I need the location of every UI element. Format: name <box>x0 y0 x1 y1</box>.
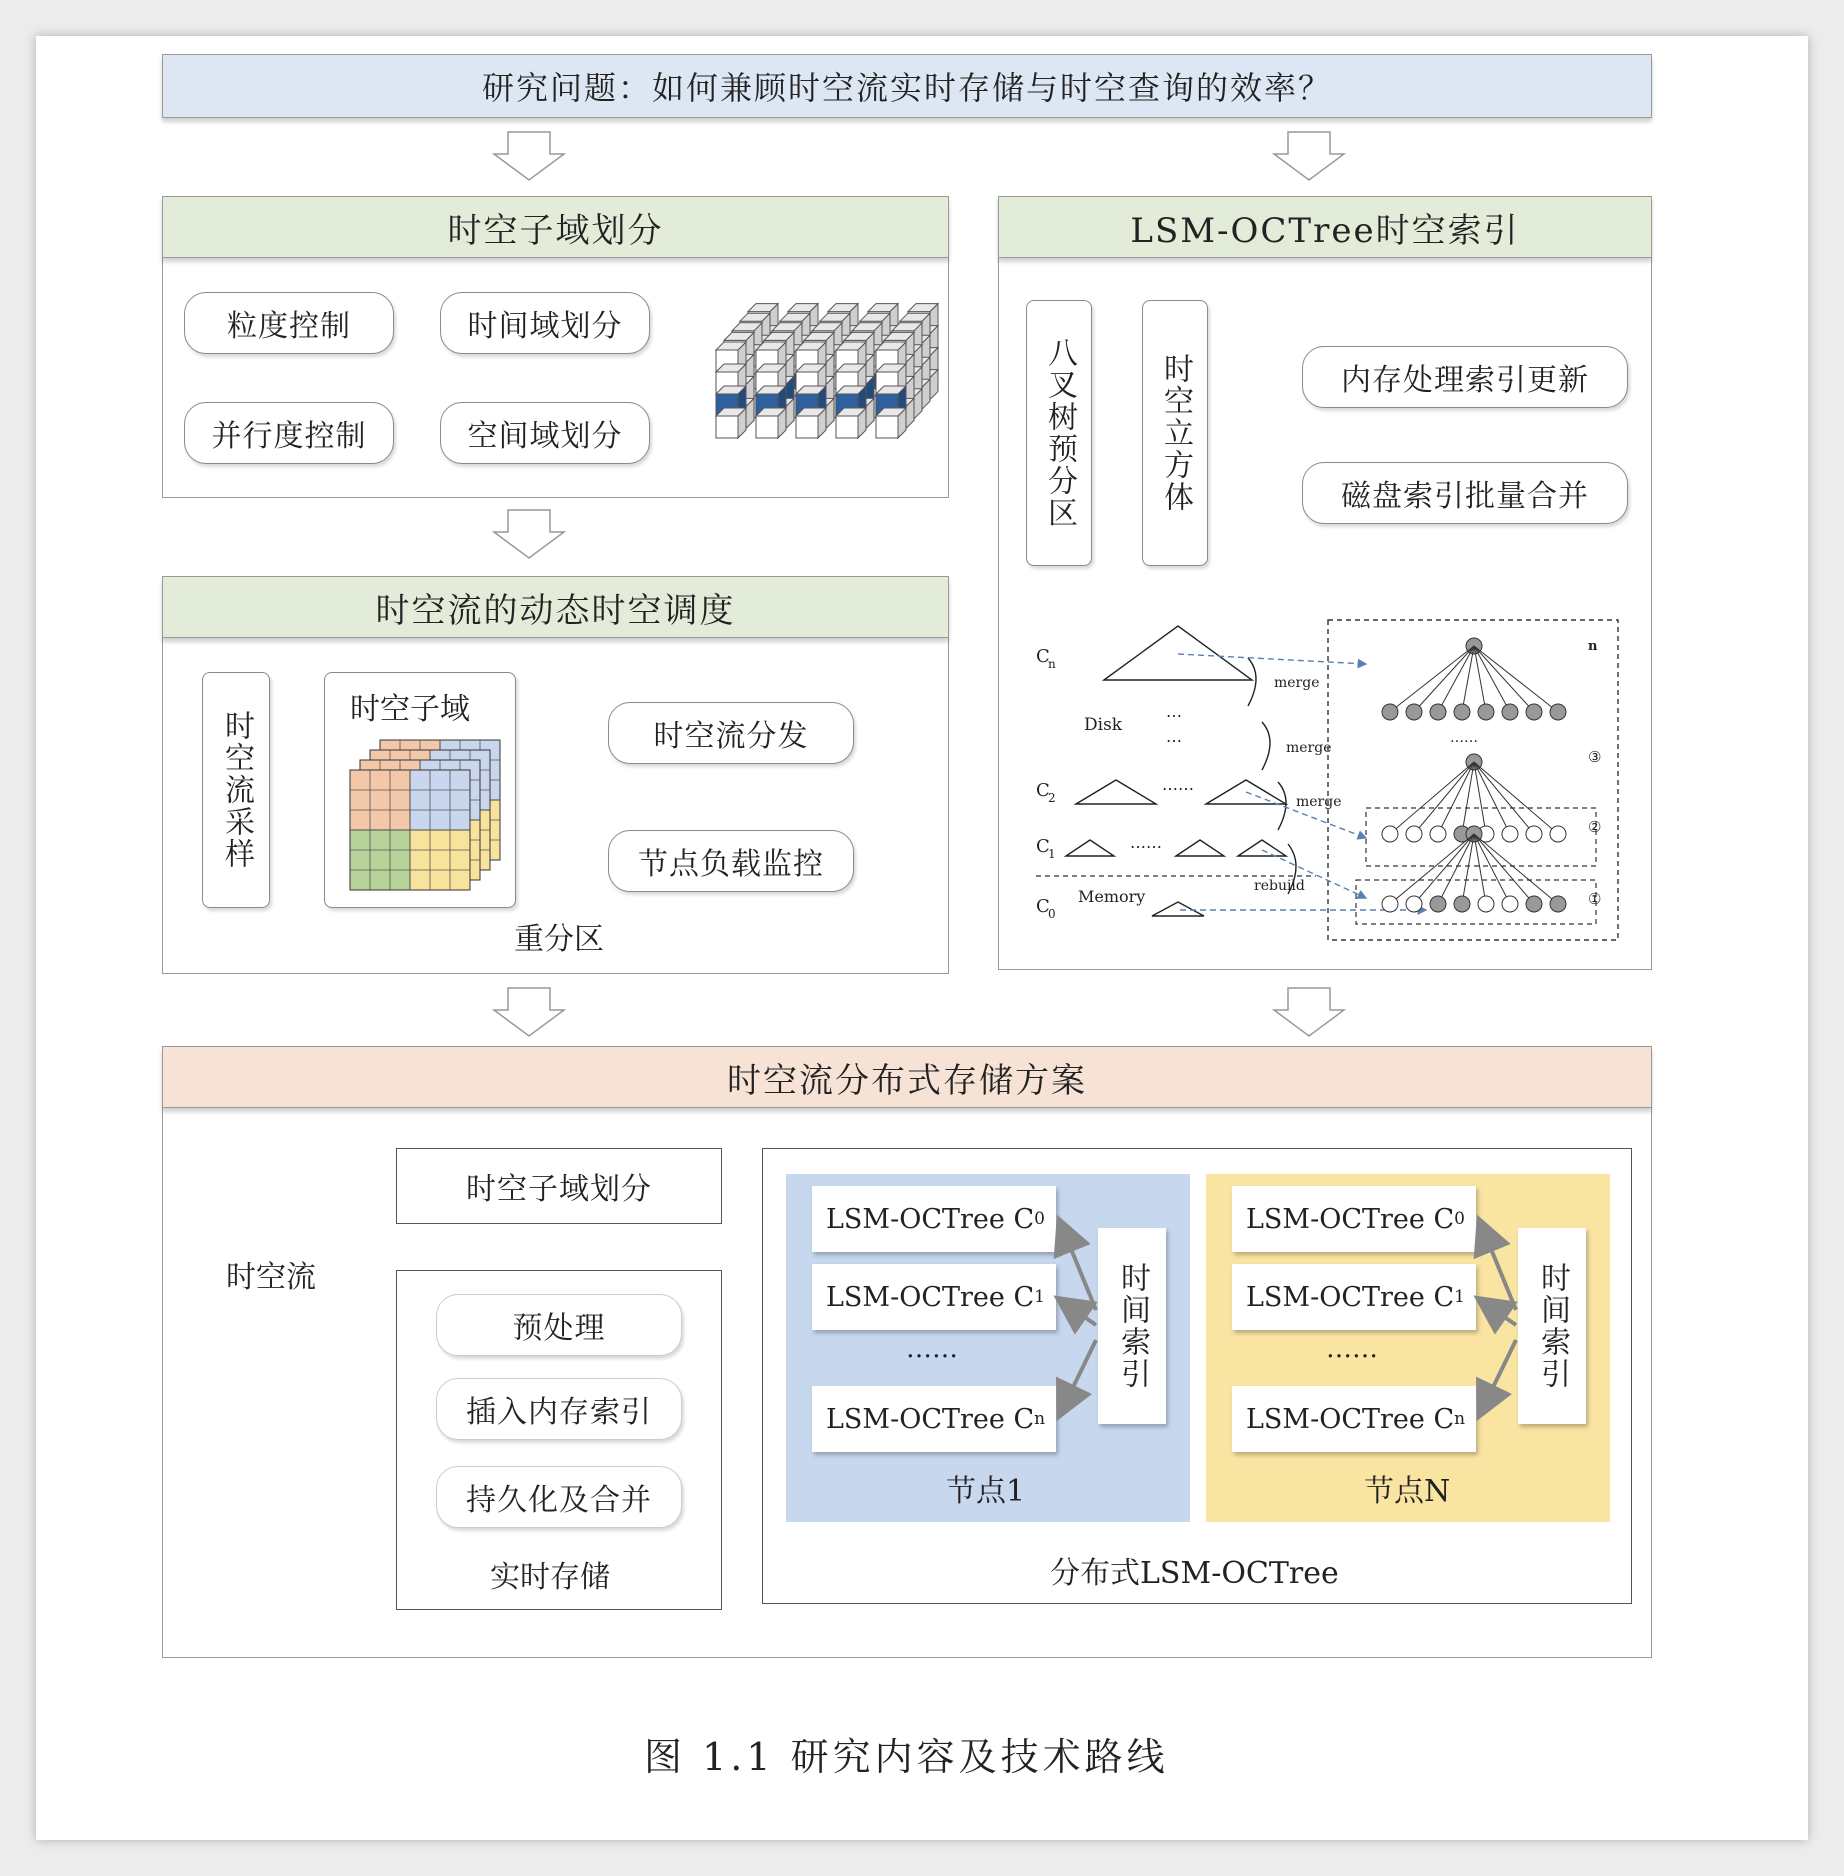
scheduling-title: 时空流的动态时空调度 <box>162 576 949 638</box>
node1-time-index: 时间索引 <box>1098 1228 1166 1424</box>
stream-dispatch: 时空流分发 <box>608 702 854 764</box>
subdomain-label: 时空子域 <box>350 692 470 727</box>
subdomain-split-box: 时空子域划分 <box>396 1148 722 1224</box>
st-cube-label: 时空立方体 <box>1158 353 1193 513</box>
node-n-label: 节点N <box>1364 1474 1451 1509</box>
vdots-1: … <box>1166 702 1182 721</box>
tree-edge <box>1474 646 1534 712</box>
rebuild-label: rebuild <box>1254 878 1305 894</box>
distributed-label: 分布式LSM-OCTree <box>1050 1556 1339 1591</box>
cube-cell <box>796 416 818 438</box>
hdots-c2: …… <box>1162 775 1194 794</box>
tree-edge <box>1414 834 1474 904</box>
level-2-marker: ② <box>1588 818 1602 836</box>
level-c0: C <box>1036 896 1050 917</box>
tree-leaf <box>1454 704 1470 720</box>
tree-leaf <box>1478 896 1494 912</box>
index-title: LSM-OCTree时空索引 <box>998 196 1652 258</box>
tree-leaf <box>1406 704 1422 720</box>
tree-leaf <box>1526 896 1542 912</box>
noden-tree-c1: LSM-OCTree C 1 <box>1232 1264 1476 1330</box>
tree-leaf <box>1406 896 1422 912</box>
tree-edge <box>1474 646 1558 712</box>
tree-edge <box>1390 646 1474 712</box>
merge-label-2: merge <box>1286 740 1332 756</box>
merge-label-1: merge <box>1274 675 1320 691</box>
parallelism-control: 并行度控制 <box>184 402 394 464</box>
figure-caption: 图 1.1 研究内容及技术路线 <box>644 1735 1169 1779</box>
subdomain-cell <box>350 830 410 890</box>
tree-leaf <box>1382 826 1398 842</box>
persist-merge-step: 持久化及合并 <box>436 1466 682 1528</box>
hdots-c1: …… <box>1130 833 1162 852</box>
research-question: 研究问题：如何兼顾时空流实时存储与时空查询的效率？ <box>162 54 1652 118</box>
tree-leaf <box>1502 826 1518 842</box>
tree-edge <box>1474 834 1534 904</box>
repartition-label: 重分区 <box>514 922 604 957</box>
sampling-label: 时空流采样 <box>219 710 254 870</box>
cube-cell <box>756 416 778 438</box>
tree-edge <box>1462 834 1474 904</box>
time-domain-split: 时间域划分 <box>440 292 650 354</box>
noden-tree-cn: LSM-OCTree C n <box>1232 1386 1476 1452</box>
node-1-label: 节点1 <box>946 1474 1026 1509</box>
tree-edge <box>1474 762 1534 834</box>
space-domain-split: 空间域划分 <box>440 402 650 464</box>
level-3-marker: ③ <box>1588 748 1602 766</box>
tree-edge <box>1462 646 1474 712</box>
merge-label-3: merge <box>1296 794 1342 810</box>
tree-edge <box>1474 762 1558 834</box>
tree-leaf <box>1502 896 1518 912</box>
tree-leaf <box>1382 896 1398 912</box>
tree-leaf <box>1430 826 1446 842</box>
tree-edge <box>1414 646 1474 712</box>
tree-edge <box>1474 834 1486 904</box>
tree-edge <box>1390 834 1474 904</box>
level-c0-sub: 0 <box>1048 907 1056 921</box>
tree-edge <box>1474 762 1486 834</box>
tree-leaf <box>1550 826 1566 842</box>
tree-leaf <box>1550 704 1566 720</box>
node1-tree-c1: LSM-OCTree C 1 <box>812 1264 1056 1330</box>
tree-leaf <box>1526 826 1542 842</box>
level-c1: C <box>1036 836 1050 857</box>
noden-ellipsis: …… <box>1326 1334 1378 1364</box>
tree-leaf <box>1430 896 1446 912</box>
tree-leaf <box>1502 704 1518 720</box>
level-cn-sub: n <box>1048 657 1056 671</box>
n-label: n <box>1588 639 1598 654</box>
disk-index-merge: 磁盘索引批量合并 <box>1302 462 1628 524</box>
insert-memory-index-step: 插入内存索引 <box>436 1378 682 1440</box>
memory-index-update: 内存处理索引更新 <box>1302 346 1628 408</box>
subdomain-cell <box>410 830 470 890</box>
cube-cell <box>836 416 858 438</box>
tree-leaf <box>1478 704 1494 720</box>
tree-edge <box>1474 834 1558 904</box>
tree-leaf <box>1550 896 1566 912</box>
subdomain-cube-icon <box>712 290 952 480</box>
node1-tree-cn: LSM-OCTree C n <box>812 1386 1056 1452</box>
node1-ellipsis: …… <box>906 1334 958 1364</box>
tree-edge <box>1474 646 1486 712</box>
subdomain-cell <box>350 770 410 830</box>
noden-time-index: 时间索引 <box>1518 1228 1586 1424</box>
stream-label: 时空流 <box>226 1260 316 1295</box>
tree-edge <box>1462 762 1474 834</box>
partition-title: 时空子域划分 <box>162 196 949 258</box>
node1-tree-c0: LSM-OCTree C 0 <box>812 1186 1056 1252</box>
tree-leaf <box>1406 826 1422 842</box>
subdomain-cell <box>410 770 470 830</box>
tree-leaf <box>1526 704 1542 720</box>
subdomain-grid-icon <box>338 734 508 894</box>
noden-tree-c0: LSM-OCTree C 0 <box>1232 1186 1476 1252</box>
realtime-storage-label: 实时存储 <box>490 1560 610 1595</box>
tree-dots: …… <box>1450 730 1478 746</box>
lsm-octree-diagram <box>1026 612 1626 952</box>
cube-cell <box>716 416 738 438</box>
level-c2: C <box>1036 780 1050 801</box>
disk-label: Disk <box>1084 715 1123 735</box>
level-c2-sub: 2 <box>1048 791 1056 805</box>
tree-leaf <box>1454 896 1470 912</box>
tree-leaf <box>1430 704 1446 720</box>
tree-edge <box>1390 762 1474 834</box>
tree-leaf <box>1382 704 1398 720</box>
tree-edge <box>1414 762 1474 834</box>
level-c1-sub: 1 <box>1048 847 1056 861</box>
storage-title: 时空流分布式存储方案 <box>162 1046 1652 1108</box>
cube-cell <box>876 416 898 438</box>
preprocess-step: 预处理 <box>436 1294 682 1356</box>
level-1-marker: ① <box>1588 890 1602 908</box>
octree-prepartition-label: 八叉树预分区 <box>1042 337 1077 529</box>
memory-label: Memory <box>1078 887 1146 906</box>
level-cn: C <box>1036 646 1050 667</box>
vdots-2: … <box>1166 727 1182 746</box>
node-load-monitor: 节点负载监控 <box>608 830 854 892</box>
granularity-control: 粒度控制 <box>184 292 394 354</box>
